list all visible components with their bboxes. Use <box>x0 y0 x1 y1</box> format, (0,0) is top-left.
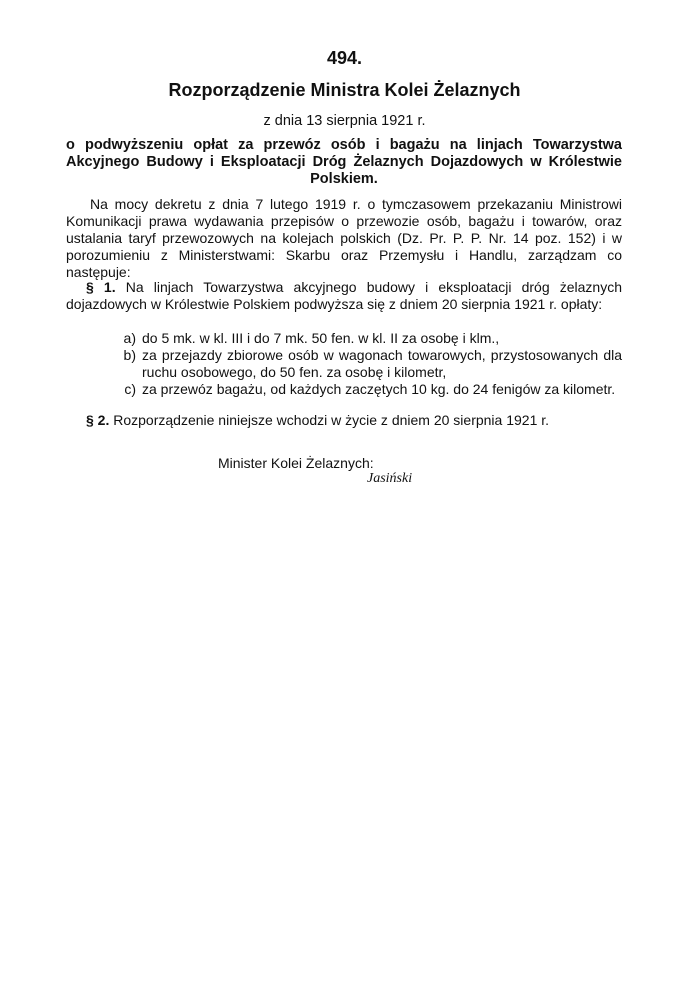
section-1 <box>66 279 622 313</box>
list-item-text: za przewóz bagażu, od każdych zaczętych 10 kg. do 24 fenigów za kilometr. <box>142 381 616 397</box>
section-2-label: § 2. <box>86 412 110 428</box>
preamble-paragraph: Na mocy dekretu z dnia 7 lutego 1919 r. o tymczasowem przekazaniu Ministrowi Komunikacji prawa wydawania przepisów o przewozie osób, bagażu i towarów, oraz ustalania taryf przewozowych na kolejach polskich (Dz. Pr. P. P. Nr. 14 poz. 152) i w porozumieniu z Ministerstwami: Skarbu oraz Przemysłu i Handlu, zarządzam co następuje: <box>66 196 622 280</box>
section-1-text: Na linjach Towarzystwa akcyjnego budowy i eksploatacji dróg żelaznych dojazdowych w Królestwie Polskiem podwyższa się z dniem 20 sierpnia 1921 r. opłaty: <box>66 279 622 312</box>
list-item <box>66 381 622 398</box>
document-number: 494. <box>326 48 363 68</box>
section-2 <box>66 412 622 429</box>
list-item-text: do 5 mk. w kl. III i do 7 mk. 50 fen. w kl. II za osobę i klm., <box>142 330 500 346</box>
list-item <box>66 347 622 381</box>
list-item-letter: b) <box>123 347 136 363</box>
list-item <box>66 330 622 347</box>
document-date: z dnia 13 sierpnia 1921 r. <box>263 113 426 129</box>
section-2-text: Rozporządzenie niniejsze wchodzi w życie z dniem 20 sierpnia 1921 r. <box>113 412 550 428</box>
section-1-items <box>66 330 622 398</box>
document-subject: o podwyższeniu opłat za przewóz osób i bagażu na linjach Towarzystwa Akcyjnego Budowy i Eksploatacji Dróg Żelaznych Dojazdowych w Królestwie Polskiem. <box>66 137 622 187</box>
list-item-letter: c) <box>124 381 136 397</box>
section-1-label: § 1. <box>86 279 116 295</box>
document-title: Rozporządzenie Ministra Kolei Żelaznych <box>168 80 521 100</box>
list-item-letter: a) <box>123 330 136 346</box>
signature-name: Jasiński <box>367 471 413 486</box>
list-item-text: za przejazdy zbiorowe osób w wagonach towarowych, przystosowanych dla ruchu osobowego, do 50 fen. za osobę i kilometr, <box>142 347 622 380</box>
signature-title: Minister Kolei Żelaznych: <box>218 455 374 471</box>
